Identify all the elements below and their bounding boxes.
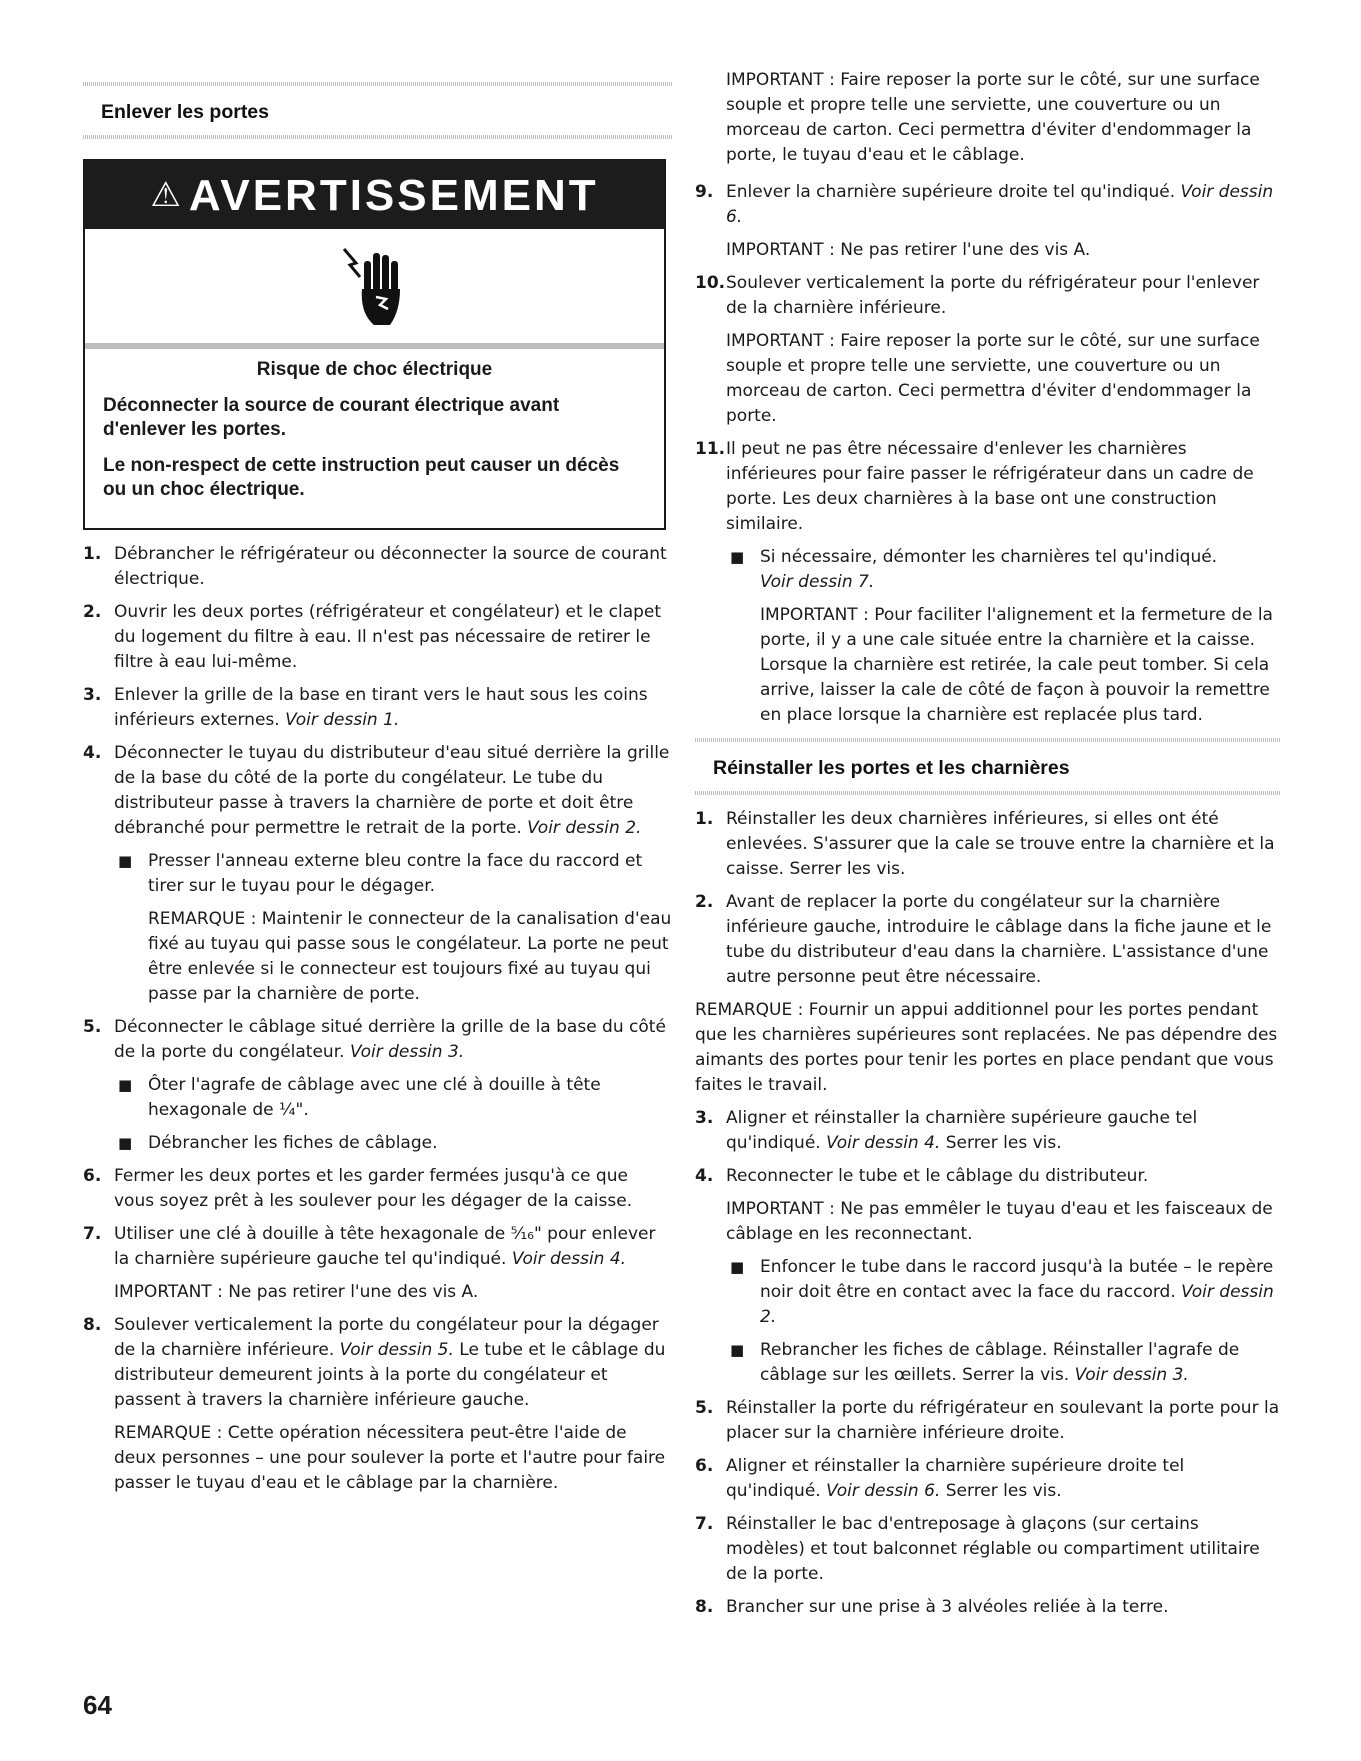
bullet-list [114,1073,673,1156]
right-column [695,0,1280,1628]
step-item: 1. Débrancher le réfrigérateur ou déconnecter la source de courant électrique. [83,544,667,589]
warning-instruction: Déconnecter la source de courant électrique avant d'enlever les portes. [103,395,560,440]
step-item: 6. Aligner et réinstaller la charnière supérieure droite tel qu'indiqué. Voir dessin 6. Serrer les vis. [695,1456,1185,1501]
note: IMPORTANT : Ne pas emmêler le tuyau d'eau et les faisceaux de câblage en les reconnectant. [726,1199,1273,1244]
section-title-remove-doors: Enlever les portes [101,101,269,123]
step-item: 5. Réinstaller la porte du réfrigérateur en soulevant la porte pour la placer sur la charnière inférieure droite. [695,1398,1280,1443]
bullet-icon: ■ [118,852,133,870]
drawing-reference: Voir dessin 2. [760,1282,1274,1327]
section-title-reinstall: Réinstaller les portes et les charnières [713,757,1070,779]
bullet-item: ■ Débrancher les fiches de câblage. [114,1131,673,1156]
step-item: 3. Enlever la grille de la base en tirant vers le haut sous les coins inférieurs externes. Voir dessin 1. [83,685,648,730]
bullet-item: ■ Rebrancher les fiches de câblage. Réinstaller l'agrafe de câblage sur les œillets. Serrer la vis. Voir dessin 3. [730,1340,1240,1385]
left-column [83,0,673,1504]
step-item: 1. Réinstaller les deux charnières inférieures, si elles ont été enlevées. S'assurer que la cale se trouve entre la charnière et la caisse. Serrer les vis. [695,809,1275,879]
drawing-reference: Voir dessin 4. [826,1133,941,1153]
step-item: 9. Enlever la charnière supérieure droite tel qu'indiqué. Voir dessin 6. IMPORTANT : Ne pas retirer l'une des vis A. [695,180,1280,263]
electric-shock-hand-icon [340,241,410,331]
note: IMPORTANT : Pour faciliter l'alignement et la fermeture de la porte, il y a une cale située entre la charnière et la caisse. Lorsque la charnière est retirée, la cale peut tomber. Si cela arrive, laisser la cale de côté de façon à pouvoir la remettre en place lorsque la charnière est replacée plus tard. [760,605,1273,725]
warning-header [85,161,664,229]
step-item: 6. Fermer les deux portes et les garder fermées jusqu'à ce que vous soyez prêt à les soulever pour les dégager de la caisse. [83,1166,633,1211]
remarque-paragraph: REMARQUE : Fournir un appui additionnel pour les portes pendant que les charnières supérieures sont replacées. Ne pas dépendre des aimants des portes pour tenir les portes en place pendant que vous faites le travail. [695,1000,1278,1095]
step-item: 7. Utiliser une clé à douille à tête hexagonale de ⁵⁄₁₆" pour enlever la charnière supérieure gauche tel qu'indiqué. Voir dessin 4. IMPORTANT : Ne pas retirer l'une des vis A. [83,1222,673,1305]
section-rule-bottom [83,135,673,139]
bullet-item: ■ Si nécessaire, démonter les charnières tel qu'indiqué. Voir dessin 7. IMPORTANT : Pour faciliter l'alignement et la fermeture de la porte, il y a une cale située entre la charnière et la caisse. Lorsque la charnière est retirée, la cale peut tomber. Si cela arrive, laisser la cale de côté de façon à pouvoir la remettre en place lorsque la charnière est replacée plus tard. [726,545,1280,728]
step-item: 4. Déconnecter le tuyau du distributeur d'eau situé derrière la grille de la base du côté de la porte du congélateur. Le tube du distributeur passe à travers la charnière de porte et doit être débranché pour permettre le retrait de la porte. Voir dessin 2. ■ Presser l'anneau externe bleu contre la face du raccord et tirer sur le tuyau pour le dégager. REMARQUE : Maintenir le connecteur de la canalisation d'eau fixé au tuyau qui passe sous le congélateur. La porte ne peut être enlevée si le connecteur est toujours fixé au tuyau qui passe par la charnière de porte. [83,741,673,1007]
step-item: 4. Reconnecter le tube et le câblage du distributeur. IMPORTANT : Ne pas emmêler le tuyau d'eau et les faisceaux de câblage en les reconnectant. ■ Enfoncer le tube dans le raccord jusqu'à la butée – le repère noir doit être en contact avec la face du raccord. Voir dessin 2. ■ Rebrancher les fiches de câblage. Réinstaller l'agrafe de câblage sur les œillets. Serrer la vis. Voir dessin 3. [695,1164,1280,1388]
remove-steps-list-continued [695,180,1280,728]
note: IMPORTANT : Faire reposer la porte sur le côté, sur une surface souple et propre telle une serviette, une couverture ou un morceau de carton. Ceci permettra d'éviter d'endommager la porte. [726,331,1260,426]
step-item: 3. Aligner et réinstaller la charnière supérieure gauche tel qu'indiqué. Voir dessin 4. Serrer les vis. [695,1108,1198,1153]
drawing-reference: Voir dessin 1. [285,710,400,730]
bullet-item: ■ Enfoncer le tube dans le raccord jusqu'à la butée – le repère noir doit être en contact avec la face du raccord. Voir dessin 2. [730,1257,1274,1327]
warning-icon-area [85,229,664,349]
drawing-reference: Voir dessin 3. [1074,1365,1189,1385]
bullet-icon: ■ [118,1076,133,1094]
step-item: 2. Ouvrir les deux portes (réfrigérateur et congélateur) et le clapet du logement du filtre à eau. Il n'est pas nécessaire de retirer le filtre à eau lui-même. [83,602,662,672]
note: IMPORTANT : Faire reposer la porte sur le côté, sur une surface souple et propre telle une serviette, une couverture ou un morceau de carton. Ceci permettra d'éviter d'endommager la porte, le tuyau d'eau et le câblage. [726,70,1260,165]
remove-steps-list [83,542,673,1496]
bullet-list [114,849,673,1007]
warning-word: AVERTISSEMENT [188,170,599,220]
warning-triangle-icon: ⚠ [150,174,181,215]
warning-consequence: Le non-respect de cette instruction peut causer un décès ou un choc électrique. [103,455,620,500]
warning-text [85,349,664,528]
bullet-list [726,545,1280,728]
hazard-title: Risque de choc électrique [256,359,493,380]
page-number: 64 [83,1690,112,1720]
drawing-reference: Voir dessin 7. [760,572,875,592]
drawing-reference: Voir dessin 6. [726,182,1274,227]
drawing-reference: Voir dessin 2. [527,818,642,838]
bullet-icon: ■ [118,1134,133,1152]
drawing-reference: Voir dessin 6. [826,1481,941,1501]
reinstall-steps-list [695,807,1280,990]
drawing-reference: Voir dessin 3. [349,1042,465,1062]
step-item: 2. Avant de replacer la porte du congélateur sur la charnière inférieure gauche, introduire le câblage dans la fiche jaune et le tube du distributeur d'eau dans la charnière. L'assistance d'une autre personne peut être nécessaire. [695,892,1272,987]
step-item: 8. Brancher sur une prise à 3 alvéoles reliée à la terre. [695,1597,1169,1617]
bullet-list [726,1255,1280,1388]
drawing-reference: Voir dessin 5. [339,1340,454,1360]
note: REMARQUE : Cette opération nécessitera peut-être l'aide de deux personnes – une pour soulever la porte et l'autre pour faire passer le tuyau d'eau et le câblage par la charnière. [114,1423,666,1493]
bullet-icon: ■ [730,1341,745,1359]
warning-box [83,159,666,530]
reinstall-section [695,738,1280,795]
bullet-item: ■ Ôter l'agrafe de câblage avec une clé à douille à tête hexagonale de ¼". [118,1075,601,1120]
bullet-icon: ■ [730,1258,745,1276]
bullet-icon: ■ [730,548,745,566]
step-item: 10. Soulever verticalement la porte du réfrigérateur pour l'enlever de la charnière inférieure. IMPORTANT : Faire reposer la porte sur le côté, sur une surface souple et propre telle une serviette, une couverture ou un morceau de carton. Ceci permettra d'éviter d'endommager la porte. [695,271,1280,429]
bullet-item: ■ Presser l'anneau externe bleu contre la face du raccord et tirer sur le tuyau pour le dégager. REMARQUE : Maintenir le connecteur de la canalisation d'eau fixé au tuyau qui passe sous le congélateur. La porte ne peut être enlevée si le connecteur est toujours fixé au tuyau qui passe par la charnière de porte. [114,849,673,1007]
drawing-reference: Voir dessin 4. [511,1249,627,1269]
step-item: 5. Déconnecter le câblage situé derrière la grille de la base du côté de la porte du congélateur. Voir dessin 3. ■ Ôter l'agrafe de câblage avec une clé à douille à tête hexagonale de ¼". ■ Débrancher les fiches de câblage. [83,1015,673,1156]
reinstall-steps-list-b [695,1106,1280,1620]
step-item: 11. Il peut ne pas être nécessaire d'enlever les charnières inférieures pour faire passer le réfrigérateur dans un cadre de porte. Les deux charnières à la base ont une construction similaire. ■ Si nécessaire, démonter les charnières tel qu'indiqué. Voir dessin 7. IMPORTANT : Pour faciliter l'alignement et la fermeture de la porte, il y a une cale située entre la charnière et la caisse. Lorsque la charnière est retirée, la cale peut tomber. Si cela arrive, laisser la cale de côté de façon à pouvoir la remettre en place lorsque la charnière est replacée plus tard. [695,437,1280,728]
step-item: 8. Soulever verticalement la porte du congélateur pour la dégager de la charnière inférieure. Voir dessin 5. Le tube et le câblage du distributeur demeurent joints à la porte du congélateur et passent à travers la charnière inférieure gauche. REMARQUE : Cette opération nécessitera peut-être l'aide de deux personnes – une pour soulever la porte et l'autre pour faire passer le tuyau d'eau et le câblage par la charnière. [83,1313,673,1496]
note: REMARQUE : Maintenir le connecteur de la canalisation d'eau fixé au tuyau qui passe sous le congélateur. La porte ne peut être enlevée si le connecteur est toujours fixé au tuyau qui passe par la charnière de porte. [148,909,672,1004]
note: IMPORTANT : Ne pas retirer l'une des vis A. [114,1282,479,1302]
note: IMPORTANT : Ne pas retirer l'une des vis A. [726,240,1091,260]
section-rule-bottom [695,791,1280,795]
step-item: 7. Réinstaller le bac d'entreposage à glaçons (sur certains modèles) et tout balconnet réglable ou compartiment utilitaire de la porte. [695,1514,1260,1584]
